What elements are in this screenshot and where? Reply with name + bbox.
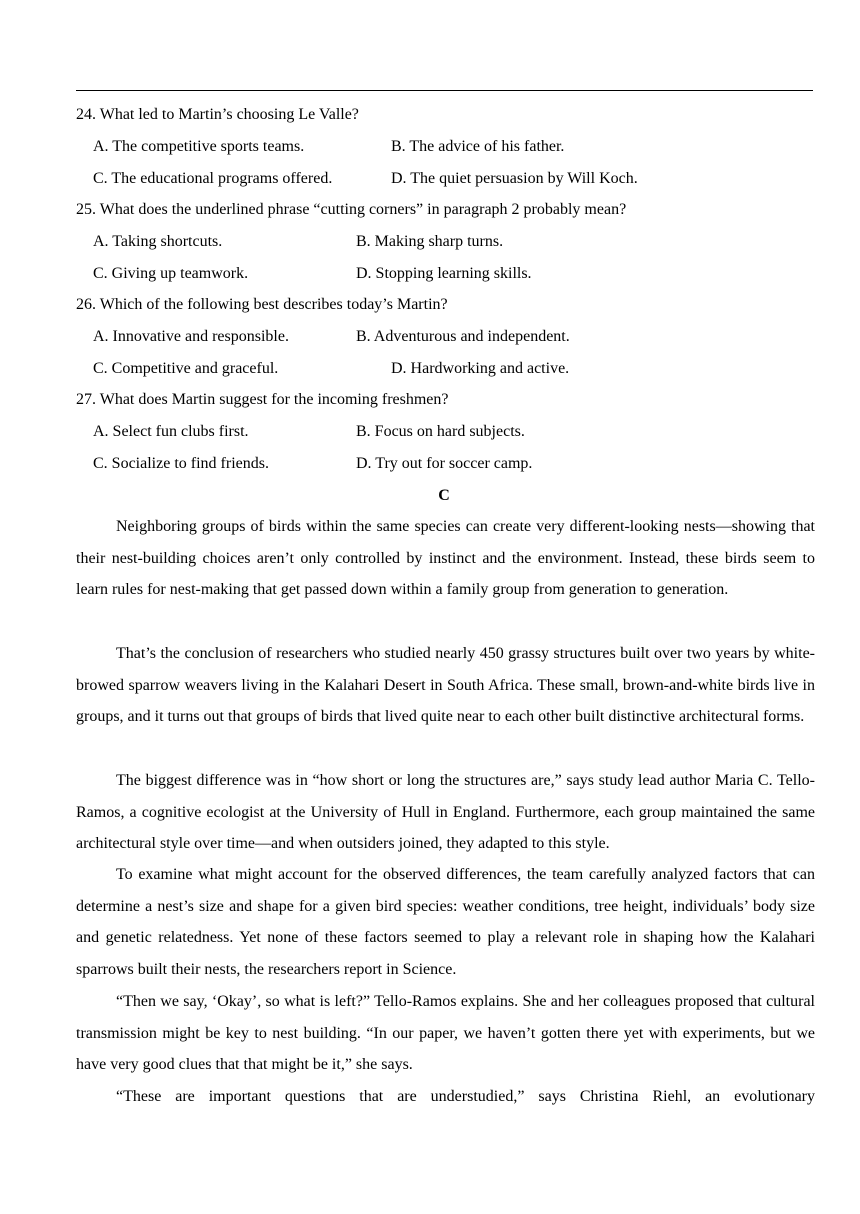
paragraph-2: That’s the conclusion of researchers who studied nearly 450 grassy structures built over two years by white-browed sparrow weavers living in the Kalahari Desert in South Africa. These small, brown-and-white birds live in groups, and it turns out that groups of birds that lived quite near to each other built distinctive architectural forms.	[76, 645, 815, 726]
section-heading: C	[438, 487, 450, 504]
question-25: 25. What does the underlined phrase “cutting corners” in paragraph 2 probably mean?	[76, 201, 627, 218]
question-27: 27. What does Martin suggest for the incoming freshmen?	[76, 391, 449, 408]
q24-option-c: C. The educational programs offered.	[93, 170, 333, 187]
paragraph-1: Neighboring groups of birds within the same species can create very different-looking nests—showing that their nest-building choices aren’t only controlled by instinct and the environment. Instead, these birds seem to learn rules for nest-making that get passed down within a family group from generation to generation.	[76, 518, 815, 599]
q27-option-d: D. Try out for soccer camp.	[356, 455, 533, 472]
q24-option-a: A. The competitive sports teams.	[93, 138, 305, 155]
q24-option-b: B. The advice of his father.	[391, 138, 565, 155]
q26-option-a: A. Innovative and responsible.	[93, 328, 289, 345]
q25-option-c: C. Giving up teamwork.	[93, 265, 249, 282]
paragraph-5: “Then we say, ‘Okay’, so what is left?” Tello-Ramos explains. She and her colleagues proposed that cultural transmission might be key to nest building. “In our paper, we haven’t gotten there yet with experiments, but we have very good clues that that might be it,” she says.	[76, 993, 815, 1074]
q27-option-c: C. Socialize to find friends.	[93, 455, 269, 472]
paragraph-6: “These are important questions that are understudied,” says Christina Riehl, an evolutionary	[116, 1088, 815, 1105]
q24-option-d: D. The quiet persuasion by Will Koch.	[391, 170, 638, 187]
q25-option-b: B. Making sharp turns.	[356, 233, 504, 250]
q27-option-a: A. Select fun clubs first.	[93, 423, 249, 440]
question-26: 26. Which of the following best describes today’s Martin?	[76, 296, 448, 313]
q25-option-a: A. Taking shortcuts.	[93, 233, 223, 250]
q26-option-b: B. Adventurous and independent.	[356, 328, 570, 345]
header-rule	[76, 90, 813, 91]
q26-option-c: C. Competitive and graceful.	[93, 360, 279, 377]
paragraph-3: The biggest difference was in “how short or long the structures are,” says study lead author Maria C. Tello-Ramos, a cognitive ecologist at the University of Hull in England. Furthermore, each group maintained the same architectural style over time—and when outsiders joined, they adapted to this style.	[76, 772, 815, 853]
q26-option-d: D. Hardworking and active.	[391, 360, 570, 377]
q27-option-b: B. Focus on hard subjects.	[356, 423, 525, 440]
question-24: 24. What led to Martin’s choosing Le Valle?	[76, 106, 359, 123]
paragraph-4: To examine what might account for the observed differences, the team carefully analyzed factors that can determine a nest’s size and shape for a given bird species: weather conditions, tree height, individuals’ body size and genetic relatedness. Yet none of these factors seemed to play a relevant role in shaping how the Kalahari sparrows built their nests, the researchers report in Science.	[76, 866, 815, 979]
q25-option-d: D. Stopping learning skills.	[356, 265, 532, 282]
